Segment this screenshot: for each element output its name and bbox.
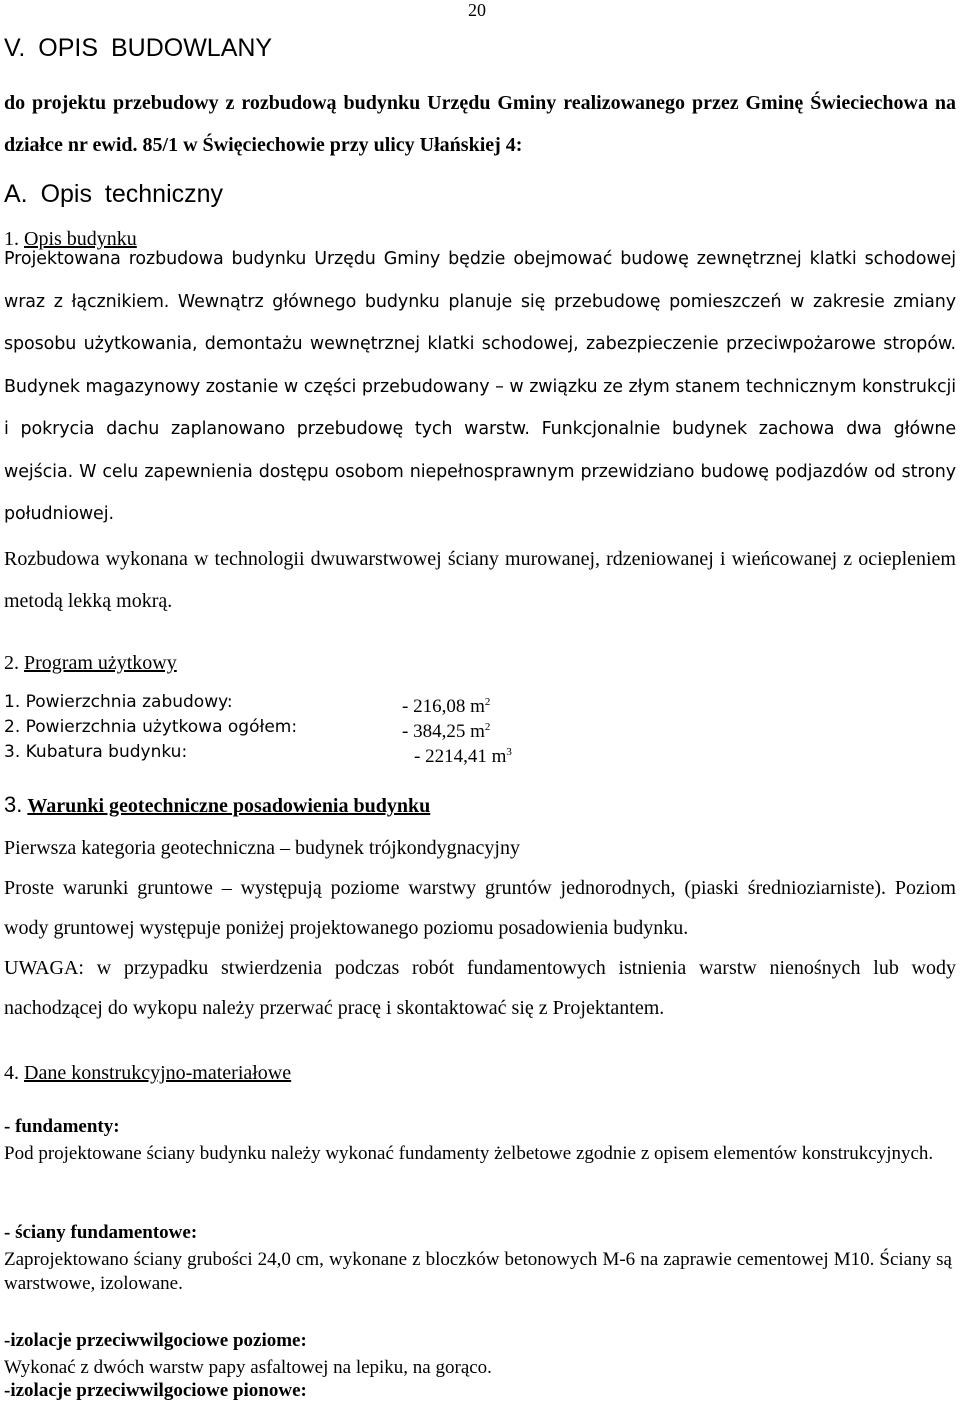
section-4-number: 4.: [4, 1062, 19, 1084]
section-1-paragraph: Projektowana rozbudowa budynku Urzędu Gminy będzie obejmować budowę zewnętrznej klatki schodowej wraz z łącznikiem. Wewnątrz głównego budynku planuje się przebudowę pomieszczeń w zakresie zmiany sposobu użytkowania, demontażu wewnętrznej klatki schodowej, zabezpieczenie przeciwpożarowe stropów. Budynek magazynowy zostanie w części przebudowany – w związku ze złym stanem technicznym konstrukcji i pokrycia dachu zaplanowano przebudowę tych warstw. Funkcjonalnie budynek zachowa dwa główne wejścia. W celu zapewnienia dostępu osobom niepełnosprawnym przewidziano budowę podjazdów od strony południowej.: [4, 249, 956, 524]
stat-value: - 216,08 $m^2$: [402, 696, 491, 717]
main-heading: V. OPIS BUDOWLANY: [4, 34, 273, 62]
section-2-title: Program użytkowy: [24, 652, 177, 674]
intro-paragraph: do projektu przebudowy z rozbudową budynku Urzędu Gminy realizowanego przez Gminę Świeciechowa na działce nr ewid. 85/1 w Święciechowie przy ulicy Ułańskiej 4:: [4, 92, 956, 156]
section-2-number: 2.: [4, 652, 19, 674]
section-4-heading: [4, 1062, 291, 1085]
izolacje-poziome-text: Wykonać z dwóch warstw papy asfaltowej na lepiku, na gorąco.: [4, 1357, 492, 1378]
sciany-fundamentowe-text: Zaprojektowano ściany grubości 24,0 cm, wykonane z bloczków betonowych M-6 na zaprawie cementowej M10. Ściany są warstwowe, izolowane.: [4, 1249, 952, 1294]
section-4-title: Dane konstrukcyjno-materiałowe: [24, 1062, 292, 1084]
section-3-heading: [4, 792, 430, 818]
izolacje-poziome-heading: -izolacje przeciwwilgociowe poziome:: [4, 1330, 307, 1351]
section-3-title: Warunki geotechniczne posadowienia budynku: [27, 795, 431, 817]
section-3-number: 3.: [4, 792, 23, 817]
page-number: 20: [468, 0, 486, 20]
section-2-heading: [4, 652, 177, 675]
usage-program-list: [4, 690, 704, 765]
stat-label: 3. Kubatura budynku:: [4, 742, 188, 762]
stat-label: 2. Powierzchnia użytkowa ogółem:: [4, 717, 298, 737]
section-1-title: Opis budynku: [24, 228, 137, 250]
section-1-paragraph-2: Rozbudowa wykonana w technologii dwuwarstwowej ściany murowanej, rdzeniowanej i wieńcowanej z ociepleniem metodą lekką mokrą.: [4, 548, 956, 612]
section-1-number: 1.: [4, 228, 19, 250]
stat-value: - 384,25 $m^2$: [402, 721, 491, 742]
geotech-warning: UWAGA: w przypadku stwierdzenia podczas robót fundamentowych istnienia warstw nienośnych lub wody nachodzącej do wykopu należy przerwać pracę i skontaktować się z Projektantem.: [4, 957, 956, 1019]
sciany-fundamentowe-heading: - ściany fundamentowe:: [4, 1222, 198, 1243]
stat-label: 1. Powierzchnia zabudowy:: [4, 692, 233, 712]
geotech-line-2: Proste warunki gruntowe – występują poziome warstwy gruntów jednorodnych, (piaski średnioziarniste). Poziom wody gruntowej występuje poniżej projektowanego poziomu posadowienia budynku.: [4, 877, 956, 939]
fundamenty-heading: - fundamenty:: [4, 1116, 120, 1137]
fundamenty-text: Pod projektowane ściany budynku należy wykonać fundamenty żelbetowe zgodnie z opisem elementów konstrukcyjnych.: [4, 1143, 934, 1164]
list-item: [4, 740, 704, 765]
list-item: [4, 715, 704, 740]
geotech-line-1: Pierwsza kategoria geotechniczna – budynek trójkondygnacyjny: [4, 837, 520, 859]
izolacje-pionowe-heading: -izolacje przeciwwilgociowe pionowe:: [4, 1380, 307, 1401]
section-a-heading: A. Opis techniczny: [4, 180, 224, 208]
stat-value: - 2214,41 $m^3$: [414, 746, 512, 767]
list-item: [4, 690, 704, 715]
